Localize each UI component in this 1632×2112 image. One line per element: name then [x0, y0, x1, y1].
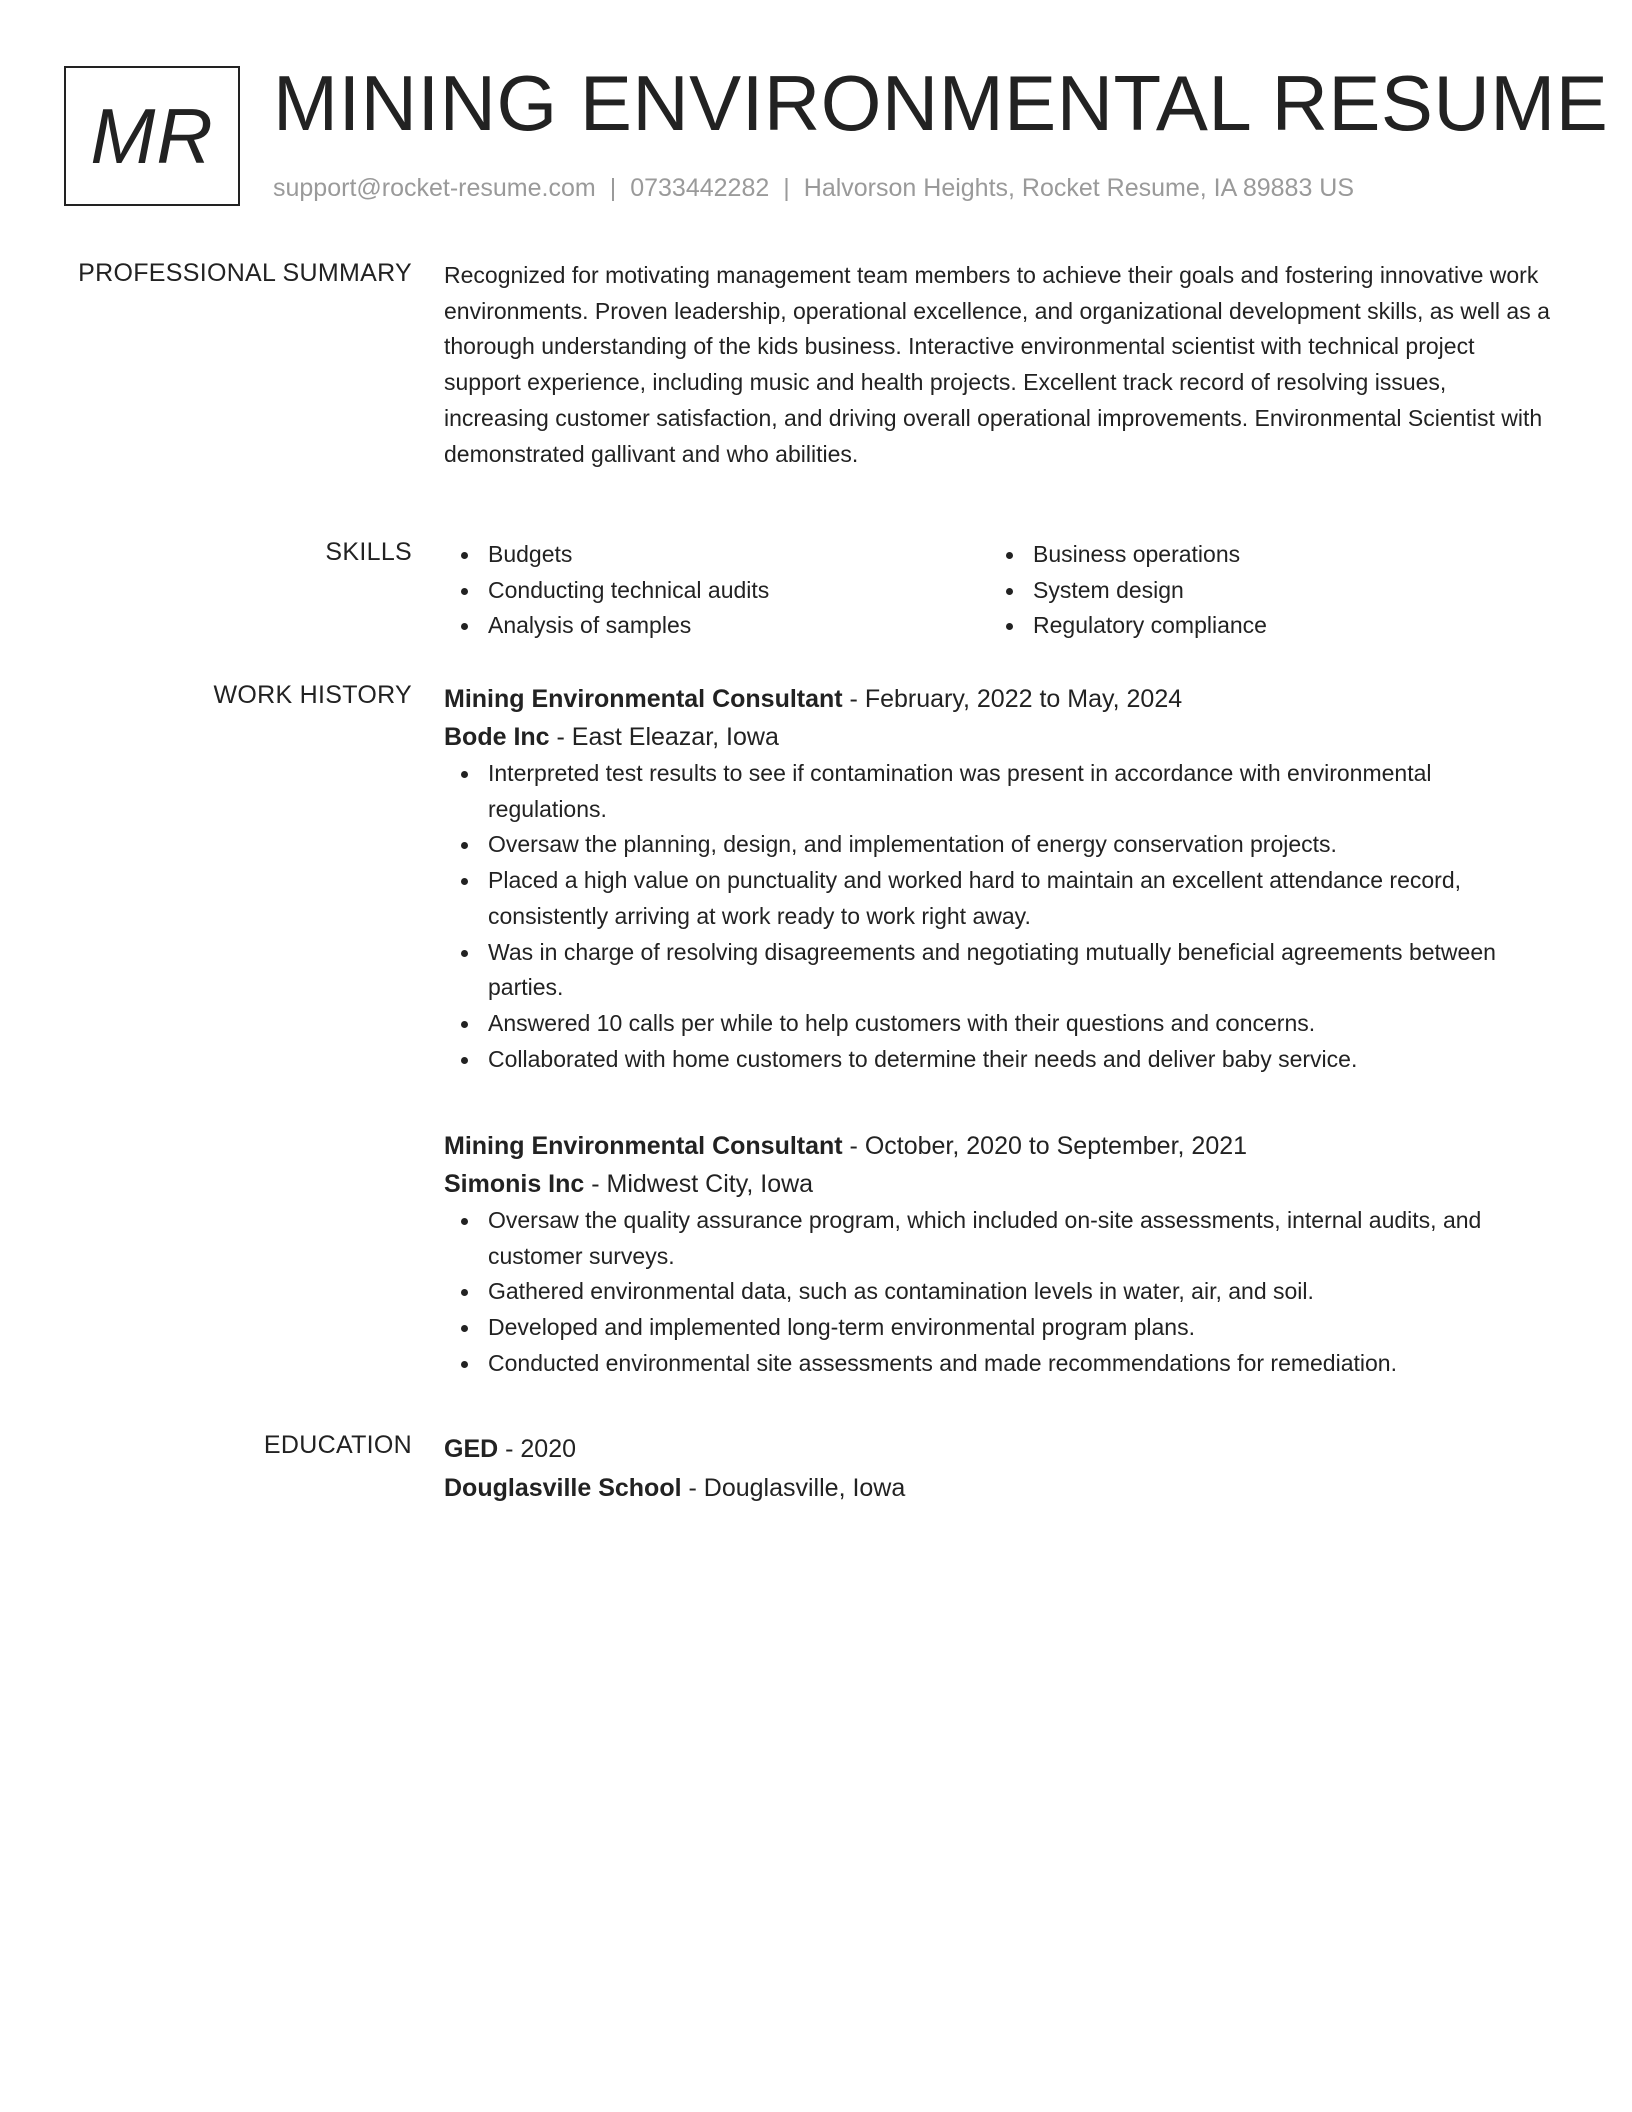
education-school-line [444, 1469, 1554, 1508]
job-company-line [444, 1165, 1554, 1203]
contact-phone: 0733442282 [630, 174, 770, 202]
job-bullets [444, 756, 1554, 1077]
education-label: EDUCATION [263, 1431, 412, 1459]
job-location: - Midwest City, Iowa [584, 1170, 814, 1198]
list-item: Answered 10 calls per while to help customers with their questions and concerns. [488, 1006, 1554, 1042]
summary-label: PROFESSIONAL SUMMARY [78, 259, 412, 287]
skills-list-right [989, 537, 1534, 644]
summary-body [444, 258, 1554, 472]
job-entry [444, 1127, 1554, 1382]
job-bullets [444, 1203, 1554, 1382]
work-history-label: WORK HISTORY [213, 681, 412, 709]
skills-label: SKILLS [325, 538, 412, 566]
resume-title: MINING ENVIRONMENTAL RESUME [273, 59, 1609, 147]
list-item: Gathered environmental data, such as contamination levels in water, air, and soil. [488, 1274, 1554, 1310]
skills-column-right [989, 537, 1534, 644]
contact-separator: | [609, 174, 617, 202]
job-company: Simonis Inc [444, 1170, 585, 1198]
contact-address: Halvorson Heights, Rocket Resume, IA 89883 US [803, 174, 1355, 202]
education-degree-line [444, 1430, 1554, 1469]
job-company: Bode Inc [444, 723, 550, 751]
list-item: Analysis of samples [488, 608, 989, 644]
education-body [444, 1430, 1554, 1508]
list-item: Interpreted test results to see if contamination was present in accordance with environmental regulations. [488, 756, 1554, 827]
list-item: Budgets [488, 537, 989, 573]
list-item: Regulatory compliance [1033, 608, 1534, 644]
skills-column-left [444, 537, 989, 644]
list-item: Business operations [1033, 537, 1534, 573]
job-title-line [444, 680, 1554, 718]
monogram-box [64, 66, 240, 206]
list-item: Developed and implemented long-term environmental program plans. [488, 1310, 1554, 1346]
job-location: - East Eleazar, Iowa [549, 723, 779, 751]
list-item: Collaborated with home customers to determine their needs and deliver baby service. [488, 1042, 1554, 1078]
contact-line [273, 174, 1354, 203]
job-title: Mining Environmental Consultant [444, 685, 843, 713]
education-location: - Douglasville, Iowa [681, 1474, 906, 1502]
contact-separator: | [783, 174, 790, 202]
monogram-initials: MR [90, 91, 214, 180]
skills-grid [444, 537, 1554, 644]
job-title-line [444, 1127, 1554, 1165]
job-company-line [444, 718, 1554, 756]
education-degree: GED [444, 1435, 499, 1463]
education-school: Douglasville School [444, 1474, 682, 1502]
education-year: - 2020 [498, 1435, 577, 1463]
skills-list-left [444, 537, 989, 644]
list-item: Placed a high value on punctuality and worked hard to maintain an excellent attendance record, consistently arriving at work ready to work right away. [488, 863, 1554, 934]
skills-body [444, 537, 1554, 644]
job-entry [444, 680, 1554, 1077]
job-title: Mining Environmental Consultant [444, 1132, 843, 1160]
list-item: Was in charge of resolving disagreements and negotiating mutually beneficial agreements between parties. [488, 935, 1554, 1006]
list-item: System design [1033, 573, 1534, 609]
job-dates: - October, 2020 to September, 2021 [842, 1132, 1248, 1160]
list-item: Oversaw the quality assurance program, which included on-site assessments, internal audits, and customer surveys. [488, 1203, 1554, 1274]
summary-text: Recognized for motivating management team members to achieve their goals and fostering innovative work environments. Proven leadership, operational excellence, and organizational development skills, as well as a thorough understanding of the kids business. Interactive environmental scientist with technical project support experience, including music and health projects. Excellent track record of resolving issues, increasing customer satisfaction, and driving overall operational improvements. Environmental Scientist with demonstrated gallivant and who abilities. [444, 262, 1550, 467]
list-item: Conducting technical audits [488, 573, 989, 609]
job-dates: - February, 2022 to May, 2024 [842, 685, 1183, 713]
contact-email: support@rocket-resume.com [273, 174, 596, 202]
list-item: Oversaw the planning, design, and implementation of energy conservation projects. [488, 827, 1554, 863]
list-item: Conducted environmental site assessments and made recommendations for remediation. [488, 1346, 1554, 1382]
